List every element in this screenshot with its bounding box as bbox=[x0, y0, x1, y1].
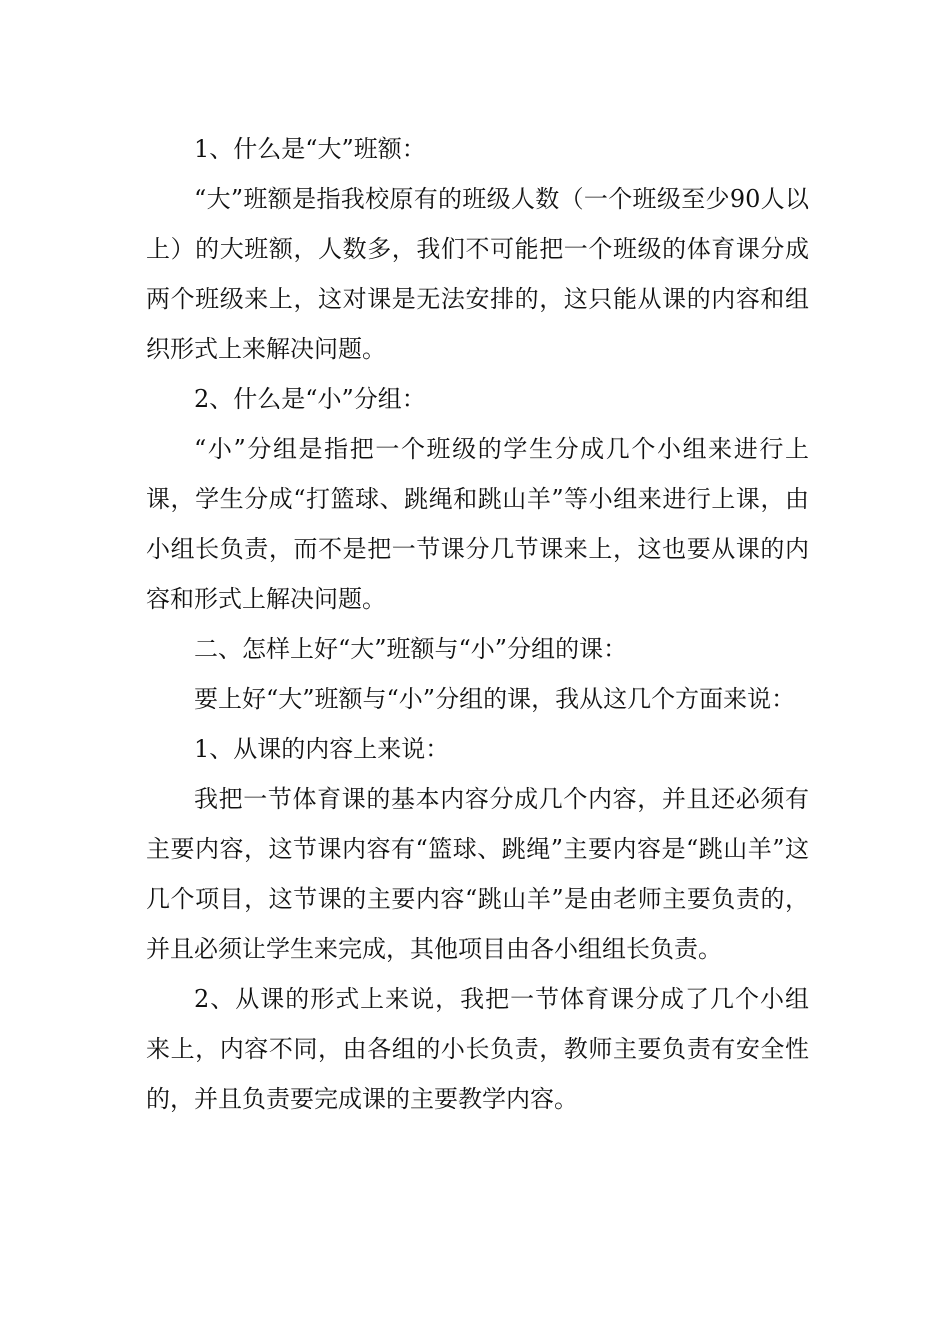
paragraph-small-group-definition: “小”分组是指把一个班级的学生分成几个小组来进行上课，学生分成“打篮球、跳绳和跳山羊”等小组来进行上课，由小组长负责，而不是把一节课分几节课来上，这也要从课的内容和形式上解决问题。 bbox=[146, 435, 809, 613]
paragraph-content-aspect: 我把一节体育课的基本内容分成几个内容，并且还必须有主要内容，这节课内容有“篮球、跳绳”主要内容是“跳山羊”这几个项目，这节课的主要内容“跳山羊”是由老师主要负责的，并且必须让学生来完成，其他项目由各小组组长负责。 bbox=[146, 785, 809, 963]
paragraph-form-aspect: 2、从课的形式上来说，我把一节体育课分成了几个小组来上，内容不同，由各组的小长负责，教师主要负责有安全性的，并且负责要完成课的主要教学内容。 bbox=[146, 985, 809, 1113]
paragraph-intro: 要上好“大”班额与“小”分组的课，我从这几个方面来说： bbox=[194, 685, 796, 713]
heading-how-to-teach: 二、怎样上好“大”班额与“小”分组的课： bbox=[194, 635, 628, 663]
heading-content-aspect: 1、从课的内容上来说： bbox=[194, 735, 450, 763]
paragraph-large-class-definition: “大”班额是指我校原有的班级人数（一个班级至少90人以上）的大班额，人数多，我们不可能把一个班级的体育课分成两个班级来上，这对课是无法安排的，这只能从课的内容和组织形式上来解决问题。 bbox=[146, 185, 809, 363]
document-body bbox=[146, 124, 809, 1124]
heading-what-is-small-group: 2、什么是“小”分组： bbox=[194, 385, 426, 413]
heading-what-is-large-class: 1、什么是“大”班额： bbox=[194, 135, 426, 163]
